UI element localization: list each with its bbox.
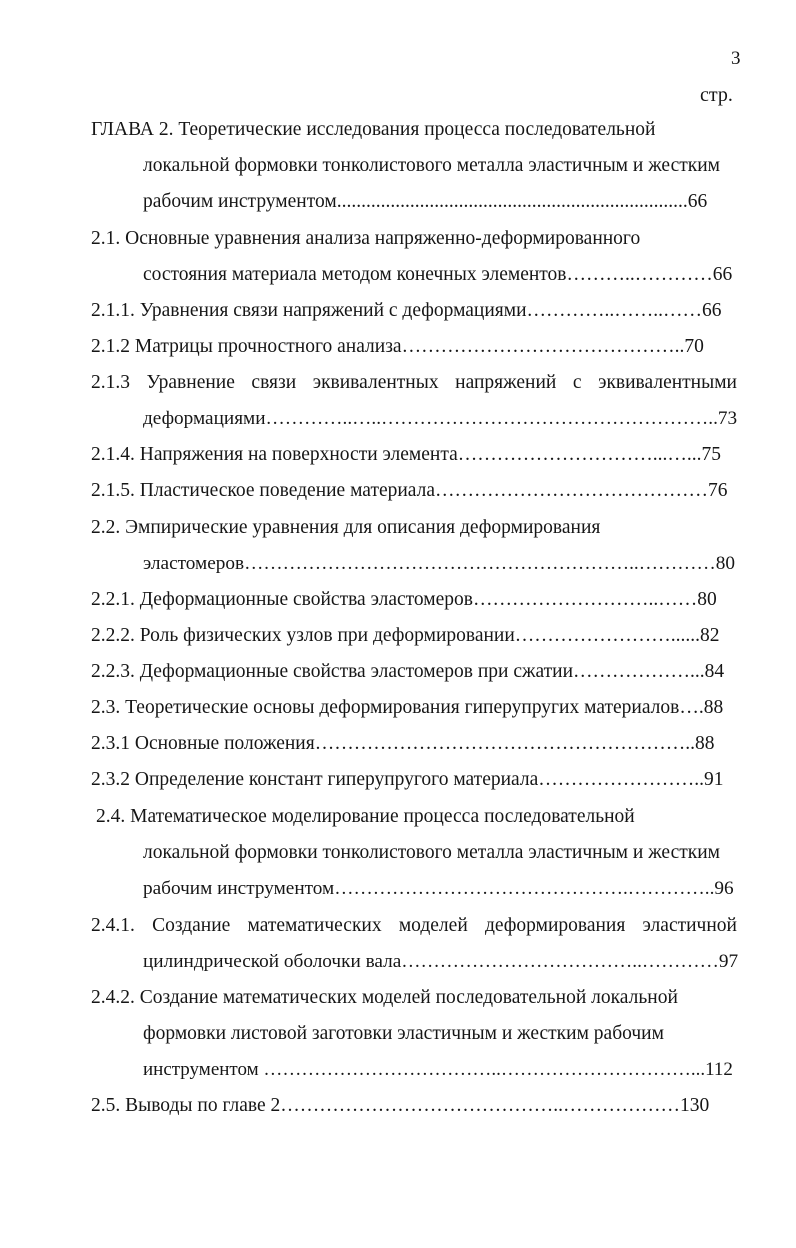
toc-line: 2.3.1 Основные положения…………………………………………………..88 (91, 733, 715, 754)
toc-line: 2.3. Теоретические основы деформирования гиперупругих материалов….88 (91, 697, 724, 718)
toc-line: 2.4. Математическое моделирование процесса последовательной (96, 806, 635, 827)
toc-line: инструментом ………………………………..…………………………...112 (143, 1059, 733, 1080)
toc-line: рабочим инструментом........................................................................66 (143, 191, 708, 212)
page-number: 3 (731, 48, 741, 69)
toc-line: формовки листовой заготовки эластичным и жестким рабочим (143, 1023, 664, 1044)
toc-line: 2.1. Основные уравнения анализа напряженно-деформированного (91, 228, 641, 249)
toc-line: ГЛАВА 2. Теоретические исследования процесса последовательной (91, 119, 656, 140)
toc-line: 2.1.4. Напряжения на поверхности элемента…………………………...…...75 (91, 444, 722, 465)
toc-line: эластомеров……………………………………………………..…………80 (143, 553, 735, 574)
toc-line: локальной формовки тонколистового металла эластичным и жестким (143, 155, 720, 176)
toc-line: цилиндрической оболочки вала………………………………..…………97 (143, 951, 739, 972)
toc-line: деформациями…………..…..……………………………………………..73 (143, 408, 738, 429)
toc-line: 2.2.2. Роль физических узлов при деформировании……………………......82 (91, 625, 720, 646)
toc-line: рабочим инструментом……………………………………….…………..96 (143, 878, 734, 899)
toc-line: локальной формовки тонколистового металла эластичным и жестким (143, 842, 720, 863)
toc-line: 2.1.1. Уравнения связи напряжений с деформациями…………..……..……66 (91, 300, 722, 321)
page-label: стр. (700, 84, 733, 106)
toc-line: 2.2.3. Деформационные свойства эластомеров при сжатии………………...84 (91, 661, 725, 682)
toc-line: 2.2.1. Деформационные свойства эластомеров………………………..……80 (91, 589, 717, 610)
toc-line: 2.2. Эмпирические уравнения для описания деформирования (91, 517, 601, 538)
toc-line: 2.3.2 Определение констант гиперупругого материала……………………..91 (91, 769, 724, 790)
toc-line: 2.4.2. Создание математических моделей последовательной локальной (91, 987, 678, 1008)
toc-line: 2.5. Выводы по главе 2……………………………………..………………130 (91, 1095, 710, 1116)
toc-line: 2.1.5. Пластическое поведение материала……………………………………76 (91, 480, 728, 501)
toc-line: состояния материала методом конечных элементов………..…………66 (143, 264, 733, 285)
toc-line: 2.4.1. Создание математических моделей деформирования эластичной (91, 915, 737, 936)
toc-line: 2.1.2 Матрицы прочностного анализа……………………………………..70 (91, 336, 704, 357)
toc-line: 2.1.3 Уравнение связи эквивалентных напряжений с эквивалентными (91, 372, 737, 393)
